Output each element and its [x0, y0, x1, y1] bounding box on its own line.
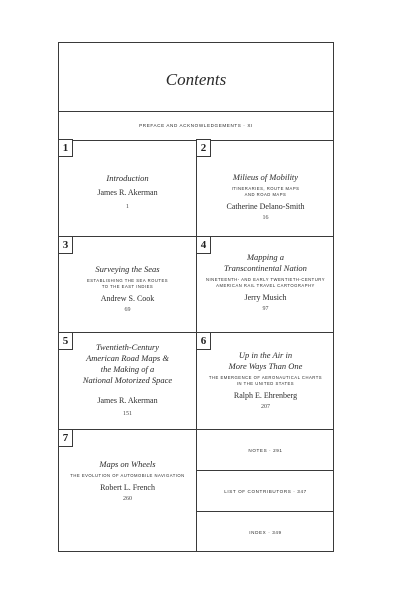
- chapter-page: 207: [261, 404, 270, 410]
- chapter-subtitle: [197, 186, 334, 198]
- chapter-2: [197, 140, 334, 236]
- chapter-5: [59, 333, 196, 429]
- contributors-entry: [197, 471, 334, 511]
- chapter-title: [59, 459, 196, 470]
- chapter-title-line: American Road Maps &: [86, 353, 169, 363]
- chapter-subtitle: [59, 278, 196, 290]
- chapter-title-line: Maps on Wheels: [99, 459, 156, 469]
- chapter-number: 6: [196, 332, 211, 350]
- chapter-subtitle-line: AND ROAD MAPS: [244, 192, 287, 197]
- chapter-subtitle-line: ITINERARIES, ROUTE MAPS: [231, 186, 300, 191]
- chapter-1: [59, 140, 196, 236]
- chapter-author: Ralph E. Ehrenberg: [233, 391, 298, 400]
- chapter-page: 151: [123, 411, 132, 417]
- chapter-title: [59, 173, 196, 184]
- chapter-title-line: Introduction: [106, 173, 149, 183]
- chapter-number: 5: [58, 332, 73, 350]
- index-label: INDEX · 349: [249, 529, 282, 535]
- chapter-number: 3: [58, 236, 73, 254]
- chapter-subtitle-line: ESTABLISHING THE SEA ROUTES: [86, 278, 169, 283]
- chapter-page: 16: [262, 215, 269, 221]
- notes-entry: [197, 430, 334, 470]
- title-band: [59, 43, 333, 112]
- chapter-subtitle-line: AMERICAN RAIL TRAVEL CARTOGRAPHY: [216, 283, 315, 288]
- page-title: Contents: [165, 70, 227, 89]
- chapter-page: 69: [124, 307, 131, 313]
- index-entry: [197, 512, 334, 552]
- chapter-title-line: Milieus of Mobility: [232, 172, 299, 182]
- chapter-title: [197, 350, 334, 372]
- preface-entry: [59, 111, 333, 141]
- preface-label: PREFACE AND ACKNOWLEDGEMENTS · XI: [139, 123, 253, 128]
- chapter-title-line: the Making of a: [100, 364, 155, 374]
- chapter-author: Catherine Delano-Smith: [226, 202, 305, 211]
- chapter-3: [59, 237, 196, 332]
- chapter-page: 1: [126, 204, 129, 210]
- contents-page: [58, 42, 334, 552]
- chapter-title-line: Mapping a: [246, 252, 285, 262]
- chapter-subtitle-line: TO THE EAST INDIES: [101, 284, 154, 289]
- chapter-subtitle: [197, 277, 334, 289]
- chapter-title: [59, 342, 196, 386]
- notes-label: NOTES · 291: [248, 447, 283, 453]
- chapter-7: [59, 430, 196, 552]
- chapter-number: 7: [58, 429, 73, 447]
- chapter-title-line: Transcontinental Nation: [224, 263, 307, 273]
- chapter-author: James R. Akerman: [97, 188, 158, 197]
- chapter-title: [197, 172, 334, 183]
- chapter-title-line: Twentieth-Century: [95, 342, 160, 352]
- chapter-subtitle-line: IN THE UNITED STATES: [236, 381, 295, 386]
- chapter-title: [59, 264, 196, 275]
- chapter-title-line: National Motorized Space: [82, 375, 173, 385]
- chapter-subtitle: [197, 375, 334, 387]
- chapter-author: James R. Akerman: [97, 396, 158, 405]
- chapter-6: [197, 333, 334, 429]
- chapter-author: Jerry Musich: [244, 293, 287, 302]
- chapter-subtitle-line: THE EMERGENCE OF AERONAUTICAL CHARTS: [208, 375, 323, 380]
- chapter-author: Andrew S. Cook: [100, 294, 155, 303]
- chapter-subtitle-line: THE EVOLUTION OF AUTOMOBILE NAVIGATION: [70, 473, 185, 478]
- chapter-number: 4: [196, 236, 211, 254]
- chapter-subtitle-line: NINETEENTH- AND EARLY TWENTIETH-CENTURY: [205, 277, 325, 282]
- chapter-title-line: Up in the Air in: [238, 350, 293, 360]
- chapter-author: Robert L. French: [100, 483, 155, 492]
- chapter-4: [197, 237, 334, 332]
- chapter-title-line: Surveying the Seas: [95, 264, 160, 274]
- chapter-title: [197, 252, 334, 274]
- chapter-page: 260: [123, 496, 132, 502]
- chapter-number: 1: [58, 139, 73, 157]
- chapter-number: 2: [196, 139, 211, 157]
- chapter-title-line: More Ways Than One: [228, 361, 303, 371]
- chapter-page: 97: [262, 306, 269, 312]
- chapter-subtitle: [59, 473, 196, 479]
- contributors-label: LIST OF CONTRIBUTORS · 347: [224, 488, 307, 494]
